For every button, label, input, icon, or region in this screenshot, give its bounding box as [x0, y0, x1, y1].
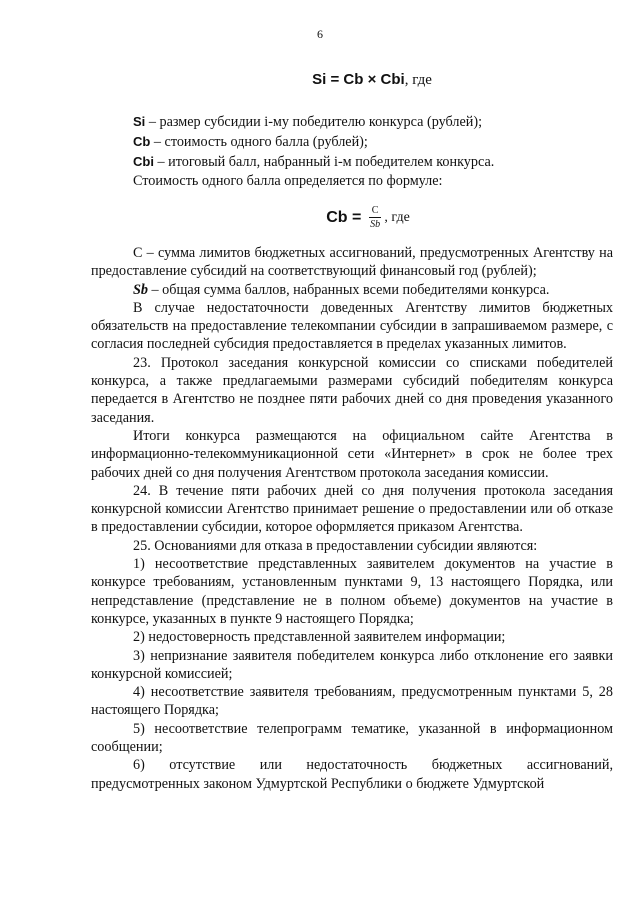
- definition-symbol: Cbi: [133, 154, 154, 169]
- formula-operator: ×: [367, 71, 377, 88]
- paragraph-25-item-3: 3) непризнание заявителя победителем конкурса либо отклонение его заявки конкурсной комиссией;: [91, 647, 613, 682]
- formula-rhs-a: Cb: [343, 71, 364, 88]
- paragraph-25-item-6: 6) отсутствие или недостаточность бюджетных ассигнований, предусмотренных законом Удмуртской Республики о бюджете Удмуртской: [91, 757, 613, 792]
- formula2-numerator: C: [369, 205, 382, 218]
- paragraph-insufficient: В случае недостаточности доведенных Агентству лимитов бюджетных обязательств на предоставление телекомпании субсидии в запрашиваемом размере, с согласия последней субсидия предоставляется в пределах указанных лимитов.: [91, 299, 613, 353]
- definition-text: – стоимость одного балла (рублей);: [150, 134, 368, 150]
- paragraph-results: Итоги конкурса размещаются на официальном сайте Агентства в информационно-телекоммуникационной сети «Интернет» в срок не более трех рабочих дней со дня получения Агентством протокола заседания комиссии.: [91, 427, 613, 481]
- paragraph-25-item-4: 4) несоответствие заявителя требованиям, предусмотренным пунктами 5, 28 настоящего Порядка;: [91, 684, 613, 719]
- formula-equals: =: [330, 71, 344, 88]
- formula2-fraction: [369, 205, 382, 230]
- formula-suffix: , где: [404, 72, 432, 88]
- sb-symbol: Sb: [133, 281, 148, 298]
- subsidy-formula: [91, 70, 613, 90]
- definition-symbol: Cb: [133, 134, 151, 149]
- paragraph-23: 23. Протокол заседания конкурсной комиссии со списками победителей конкурса, а также предлагаемыми размерами субсидий победителям конкурса передается в Агентство не позднее пяти рабочих дней со дня проведения указанного заседания.: [91, 354, 613, 426]
- paragraph-sb-definition: [91, 281, 613, 299]
- formula2-suffix: , где: [384, 209, 410, 225]
- paragraph-c-definition: С – сумма лимитов бюджетных ассигнований, предусмотренных Агентству на предоставление субсидий на соответствующий финансовый год (рублей);: [91, 245, 613, 280]
- definition-text: – размер субсидии i-му победителю конкурса (рублей);: [145, 114, 483, 130]
- page-number: 6: [317, 27, 323, 41]
- sb-text: – общая сумма баллов, набранных всеми победителями конкурса.: [147, 281, 550, 298]
- formula-intro: Стоимость одного балла определяется по формуле:: [133, 173, 443, 189]
- definition-text: – итоговый балл, набранный i-м победителем конкурса.: [153, 154, 495, 170]
- point-cost-formula: [91, 205, 613, 230]
- formula2-equals: =: [347, 208, 366, 226]
- definition-si: [91, 112, 613, 132]
- definition-symbol: Si: [133, 114, 146, 129]
- paragraph-25-item-2: 2) недостоверность представленной заявителем информации;: [133, 629, 506, 646]
- paragraph-25-item-5: 5) несоответствие телепрограмм тематике, указанной в информационном сообщении;: [91, 720, 613, 756]
- paragraph-25: 25. Основаниями для отказа в предоставлении субсидии являются:: [133, 537, 538, 554]
- paragraph-24: 24. В течение пяти рабочих дней со дня получения протокола заседания конкурсной комиссии Агентство принимает решение о предоставлении или об отказе в предоставлении субсидии, которое оформляется приказом Агентства.: [91, 482, 613, 536]
- paragraph-25-item-1: 1) несоответствие представленных заявителем документов на участие в конкурсе требованиям, установленным пунктами 9, 13 настоящего Порядка, или непредставление (представление не в полном объеме) документов на участие в конкурсе, указанных в пункте 9 настоящего Порядка;: [91, 556, 613, 627]
- definition-cbi: [91, 152, 613, 172]
- formula2-lhs: Cb: [326, 208, 348, 226]
- formula-rhs-b: Cbi: [380, 71, 405, 88]
- definition-cb: [91, 132, 613, 152]
- document-body: [91, 70, 613, 793]
- formula-lhs: Si: [312, 71, 327, 88]
- formula2-denominator: Sb: [370, 219, 381, 230]
